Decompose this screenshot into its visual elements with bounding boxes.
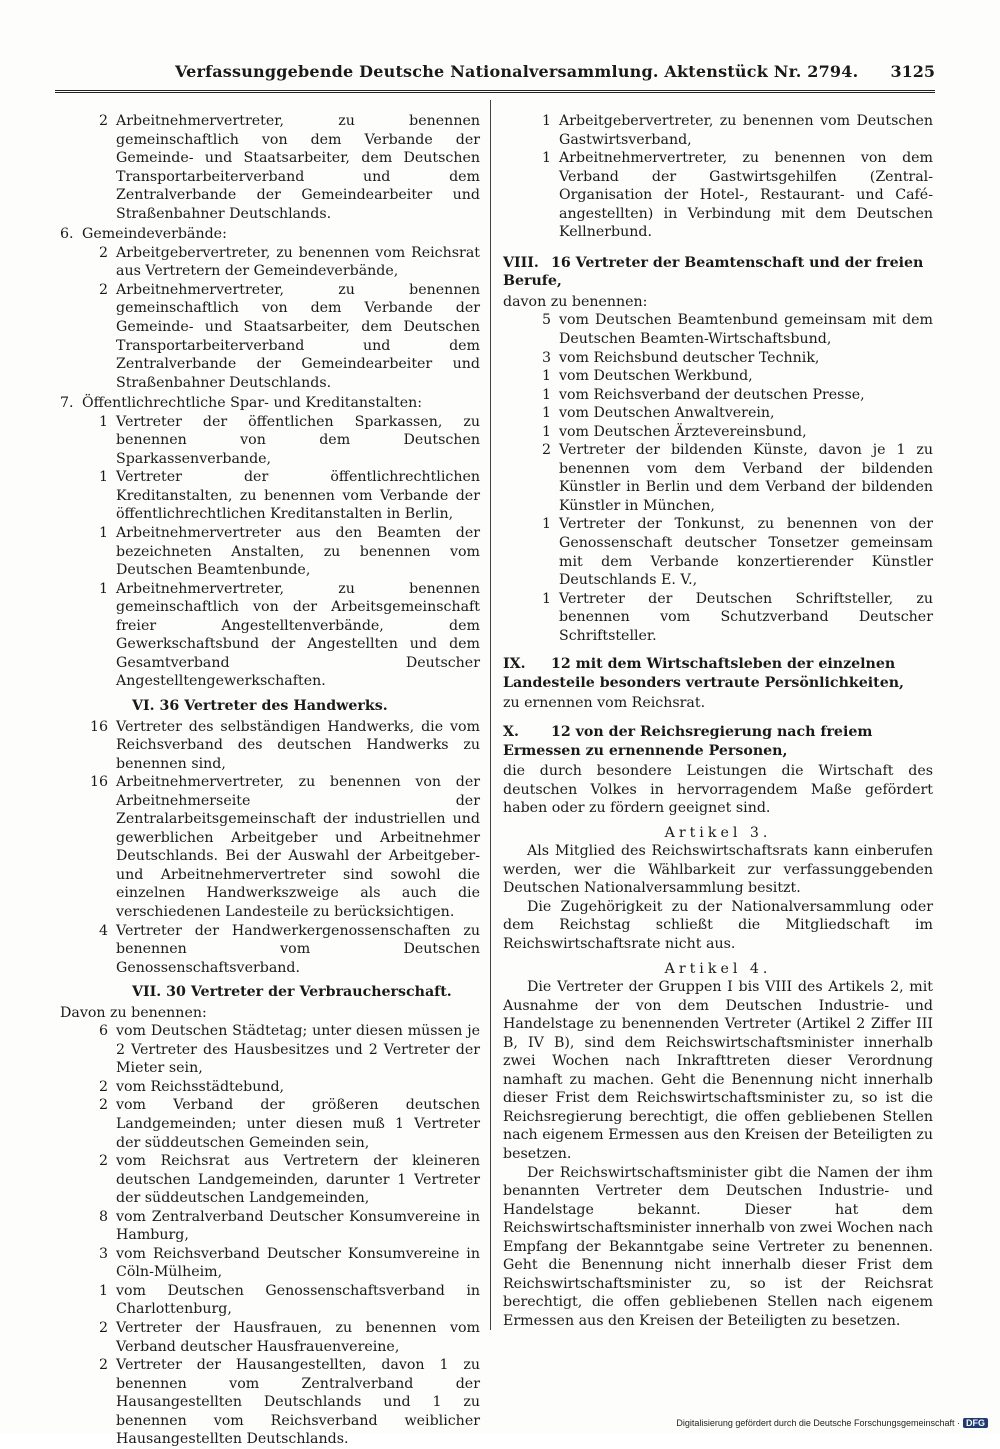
page-number: 3125: [890, 62, 935, 81]
item-count: 1: [541, 368, 551, 385]
item-text: Vertreter der Tonkunst, zu benennen von der Genossenschaft deutscher Tonsetzer gemeinsam mit dem Verbande konzertierender Künstler Deutschlands E. V.,: [559, 516, 933, 589]
item-text: vom Reichsbund deutscher Technik,: [559, 349, 820, 366]
item-text: vom Reichsverband Deutscher Konsumvereine in Cöln-Mülheim,: [116, 1245, 480, 1281]
item-text: Vertreter der Deutschen Schriftsteller, zu benennen vom Schutzverband Deutscher Schriftsteller.: [559, 590, 933, 644]
group-6-title: Gemeindeverbände:: [82, 226, 227, 243]
list-item: [60, 112, 480, 223]
section-ix-heading: [503, 655, 933, 692]
section-vii-list: [60, 1022, 480, 1449]
item-text: vom Reichsrat aus Vertretern der kleineren deutschen Landgemeinden, darunter 1 Vertreter der süddeutschen Landgemeinden,: [116, 1153, 480, 1207]
item-text: vom Deutschen Anwaltverein,: [559, 405, 775, 422]
group-continuation-list: [503, 112, 933, 242]
item-text: Vertreter der bildenden Künste, davon je 1 zu benennen vom dem Verband der bildenden Künstler in Berlin und dem Verband der bildenden Künstler in München,: [559, 442, 933, 514]
item-count: 2: [98, 1320, 108, 1336]
list-item: [60, 524, 480, 580]
item-text: Arbeitnehmervertreter, zu benennen gemeinschaftlich von der Arbeitsgemeinschaft freier Angestelltenverbände, dem Gewerkschaftsbund der Angestellten und dem Gesamtverband Deutscher Angestelltengewerkschaften.: [116, 580, 480, 690]
item-count: 1: [541, 516, 551, 533]
article-3-paragraph-2: Die Zugehörigkeit zu der Nationalversammlung oder dem Reichstag schließt die Mitgliedschaft im Reichswirtschaftsrate nicht aus.: [503, 898, 933, 952]
item-text: vom Deutschen Ärztevereinsbund,: [559, 423, 807, 440]
item-count: 1: [98, 469, 108, 486]
dfg-logo: DFG: [963, 1418, 988, 1428]
list-item: [60, 1319, 480, 1356]
item-count: 8: [98, 1208, 108, 1225]
item-text: vom Deutschen Beamtenbund gemeinsam mit dem Deutschen Beamten-Wirtschaftsbund,: [559, 312, 933, 348]
item-text: Vertreter der Hausfrauen, zu benennen vom Verband deutscher Hausfrauenvereine,: [116, 1320, 480, 1355]
item-count: 1: [98, 413, 108, 430]
item-text: Arbeitnehmervertreter aus den Beamten der bezeichneten Anstalten, zu benennen vom Deutschen Beamtenbunde,: [116, 525, 480, 579]
group-7-label: 7.: [60, 395, 74, 412]
item-count: 1: [98, 580, 108, 597]
group-7-heading: [60, 394, 480, 413]
list-item: [60, 413, 480, 469]
group-6-list: [60, 244, 480, 392]
article-3-paragraph-1: Als Mitglied des Reichswirtschaftsrats kann einberufen werden, wer die Wählbarkeit zur verfassunggebenden Deutschen Nationalversammlung besitzt.: [503, 843, 933, 897]
item-count: 1: [541, 113, 551, 129]
header-rule: [55, 90, 935, 93]
list-item: [60, 922, 480, 978]
list-item: [503, 112, 933, 149]
list-item: [60, 1245, 480, 1282]
list-item: [60, 1356, 480, 1449]
item-count: 2: [98, 281, 108, 298]
item-count: 1: [541, 386, 551, 403]
group-6-label: 6.: [60, 226, 74, 243]
section-vii-intro: Davon zu benennen:: [60, 1004, 207, 1021]
item-text: vom Zentralverband Deutscher Konsumvereine in Hamburg,: [116, 1208, 480, 1244]
section-vii-heading: VII. 30 Vertreter der Verbraucherschaft.: [132, 984, 452, 1001]
item-text: Arbeitnehmervertreter, zu benennen gemeinschaftlich von dem Verbande der Gemeinde- und Staatsarbeiter, dem Deutschen Transportarbeiterverband und dem Zentralverbande der Gemeindearbeiter und Straßenbahner Deutschlands.: [116, 281, 480, 391]
item-count: 1: [541, 590, 551, 607]
section-ix-number: IX.: [503, 656, 526, 673]
list-item: [60, 1078, 480, 1097]
item-text: vom Deutschen Städtetag; unter diesen müssen je 2 Vertreter des Hausbesitzes und 2 Vertreter der Mieter sein,: [116, 1023, 480, 1077]
digitization-footer: [676, 1418, 988, 1428]
item-count: 16: [89, 774, 108, 791]
footer-text: Digitalisierung gefördert durch die Deutsche Forschungsgemeinschaft ·: [676, 1418, 960, 1428]
item-text: Vertreter der öffentlichen Sparkassen, zu benennen von dem Deutschen Sparkassenverbande,: [116, 413, 480, 467]
section-vi-heading: VI. 36 Vertreter des Handwerks.: [132, 697, 388, 714]
item-count: 2: [98, 1097, 108, 1114]
left-column: [60, 112, 480, 1449]
item-count: 16: [89, 718, 108, 735]
item-text: Vertreter der Handwerkergenossenschaften zu benennen vom Deutschen Genossenschaftsverband.: [116, 922, 480, 976]
list-item: [503, 349, 933, 368]
item-count: 2: [98, 1153, 108, 1170]
item-text: Vertreter der öffentlichrechtlichen Kreditanstalten, zu benennen vom Verbande der öffentlichrechtlichen Kreditanstalten in Berlin,: [116, 469, 480, 523]
list-item: [503, 441, 933, 515]
list-item: [503, 590, 933, 646]
section-viii-heading: [503, 254, 933, 291]
list-item: [503, 367, 933, 386]
item-count: 1: [98, 525, 108, 542]
item-text: Vertreter der Hausangestellten, davon 1 zu benennen vom Zentralverband der Hausangestellten Deutschlands und 1 zu benennen vom Reichsverband weiblicher Hausangestellten Deutschlands.: [116, 1357, 480, 1448]
item-text: Vertreter des selbständigen Handwerks, die vom Reichsverband des deutschen Handwerks zu benennen sind,: [116, 718, 480, 772]
page-header: [55, 60, 935, 86]
article-4-paragraph-2: Der Reichswirtschaftsminister gibt die Namen der ihm benannten Vertreter dem Deutschen Industrie- und Handelstage bekannt. Dieser hat dem Reichswirtschaftsminister innerhalb von zwei Wochen nach Empfang der Bekanntgabe seine Vertreter zu benennen. Geht die Benennung nicht innerhalb dieser Frist dem Reichswirtschaftsminister zu, so ist der Reichsrat berechtigt, die offen gebliebenen Stellen nach eigenem Ermessen aus den Kreisen der Beteiligten zu besetzen.: [503, 1164, 933, 1329]
article-4-title: Artikel 4.: [664, 960, 772, 977]
list-item: [503, 515, 933, 589]
section-viii-title: 16 Vertreter der Beamtenschaft und der freien Berufe,: [503, 254, 924, 290]
item-text: Arbeitnehmervertreter, zu benennen gemeinschaftlich von dem Verbande der Gemeinde- und Staatsarbeiter, dem Deutschen Transportarbeiterverband und dem Zentralverbande der Gemeindearbeiter und Straßenbahner Deutschlands.: [116, 113, 480, 222]
list-item: [60, 773, 480, 921]
item-count: 1: [541, 405, 551, 422]
item-count: 1: [98, 1282, 108, 1299]
group-5-continuation: [60, 112, 480, 223]
section-ix-text: zu ernennen vom Reichsrat.: [503, 695, 706, 712]
section-vi-list: [60, 718, 480, 978]
item-count: 1: [541, 150, 551, 167]
item-text: Arbeitnehmervertreter, zu benennen von dem Verband der Gastwirtsgehilfen (Zentral-Organisation der Hotel-, Restaurant- und Café-angestellten) in Verbindung mit dem Deutschen Kellnerbund.: [559, 150, 933, 241]
right-column: [503, 112, 933, 1330]
section-x-heading: [503, 723, 933, 760]
section-x-number: X.: [503, 723, 519, 740]
group-7-title: Öffentlichrechtliche Spar- und Kreditanstalten:: [82, 395, 423, 412]
item-count: 3: [541, 349, 551, 366]
item-count: 2: [98, 244, 108, 261]
list-item: [60, 468, 480, 524]
list-item: [60, 1208, 480, 1245]
item-count: 2: [98, 113, 108, 129]
item-text: vom Reichsverband der deutschen Presse,: [559, 386, 865, 403]
article-3-title: Artikel 3.: [664, 824, 772, 841]
list-item: [503, 149, 933, 242]
item-count: 5: [541, 312, 551, 329]
item-count: 3: [98, 1245, 108, 1262]
item-count: 4: [98, 922, 108, 939]
list-item: [60, 1096, 480, 1152]
item-count: 2: [541, 442, 551, 459]
item-text: vom Verband der größeren deutschen Landgemeinden; unter diesen muß 1 Vertreter der süddeutschen Gemeinden sein,: [116, 1097, 480, 1151]
article-4-paragraph-1: Die Vertreter der Gruppen I bis VIII des Artikels 2, mit Ausnahme der von dem Deutschen Industrie- und Handelstage zu benennenden Vertreter (Artikel 2 Ziffer III B, IV B), sind dem Reichswirtschaftsminister innerhalb zwei Wochen nach Inkrafttreten dieser Verordnung namhaft zu machen. Geht die Benennung nicht innerhalb dieser Frist dem Reichswirtschaftsminister zu, so ist die Reichsregierung berechtigt, die offen gebliebenen Stellen nach eigenem Ermessen aus den Kreisen der Beteiligten zu besetzen.: [503, 979, 933, 1162]
section-viii-list: [503, 311, 933, 645]
list-item: [60, 1022, 480, 1078]
item-text: vom Deutschen Genossenschaftsverband in Charlottenburg,: [116, 1282, 480, 1318]
item-count: 2: [98, 1357, 108, 1374]
list-item: [60, 1282, 480, 1319]
section-ix-title: 12 mit dem Wirtschaftsleben der einzelnen Landesteile besonders vertraute Persönlichkeiten,: [503, 656, 904, 691]
item-text: Arbeitgebervertreter, zu benennen vom Deutschen Gastwirtsverband,: [559, 113, 933, 148]
section-viii-number: VIII.: [503, 254, 539, 271]
list-item: [60, 718, 480, 774]
item-count: 1: [541, 423, 551, 440]
list-item: [60, 580, 480, 691]
list-item: [60, 281, 480, 392]
item-count: 2: [98, 1078, 108, 1095]
item-text: Arbeitnehmervertreter, zu benennen von der Arbeitnehmerseite der Zentralarbeitsgemeinschaft der industriellen und gewerblichen Arbeitgeber und Arbeitnehmer Deutschlands. Bei der Auswahl der Arbeitgeber- und Arbeitnehmervertreter sind sowohl die einzelnen Handwerkszweige als auch die verschiedenen Landesteile zu berücksichtigen.: [116, 774, 480, 920]
list-item: [503, 404, 933, 423]
section-x-title: 12 von der Reichsregierung nach freiem Ermessen zu ernennende Personen,: [503, 723, 873, 759]
list-item: [60, 244, 480, 281]
header-title: Verfassunggebende Deutsche Nationalversammlung. Aktenstück Nr. 2794.: [175, 62, 859, 81]
section-viii-intro: davon zu benennen:: [503, 293, 648, 310]
item-text: Arbeitgebervertreter, zu benennen vom Reichsrat aus Vertretern der Gemeindeverbände,: [116, 244, 480, 280]
group-6-heading: [60, 225, 480, 244]
list-item: [503, 311, 933, 348]
item-text: vom Reichsstädtebund,: [116, 1078, 285, 1095]
section-x-text: die durch besondere Leistungen die Wirtschaft des deutschen Volkes in hervorragendem Maße gefördert haben oder zu fördern geeignet sind.: [503, 763, 933, 817]
group-7-list: [60, 413, 480, 691]
list-item: [503, 423, 933, 442]
item-text: vom Deutschen Werkbund,: [559, 368, 753, 385]
column-divider: [490, 100, 491, 1330]
list-item: [60, 1152, 480, 1208]
item-count: 6: [98, 1023, 108, 1040]
list-item: [503, 386, 933, 405]
